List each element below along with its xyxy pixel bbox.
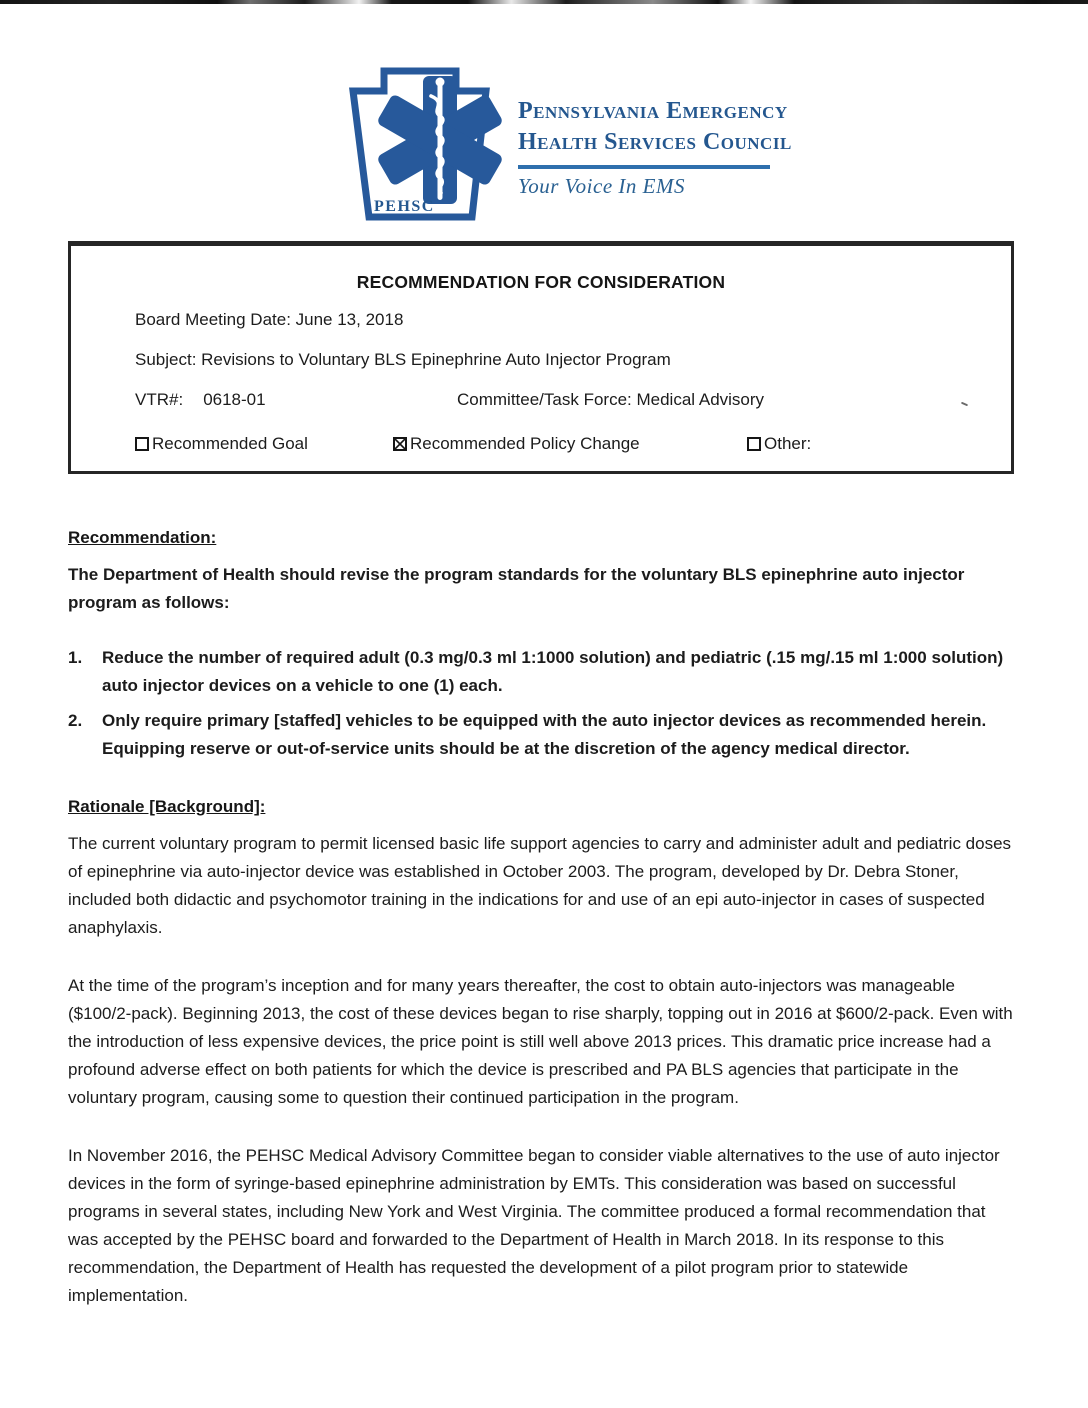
logo-divider <box>518 165 770 169</box>
logo-acronym: PEHSC <box>374 198 435 215</box>
checkbox-row <box>135 434 1011 458</box>
org-name-line1: Pennsylvania Emergency <box>518 98 788 124</box>
checkbox-label: Recommended Policy Change <box>410 434 640 453</box>
rationale-section <box>68 793 1014 1310</box>
rationale-paragraph: At the time of the program’s inception and for many years thereafter, the cost to obtain auto-injectors was manageable ($100/2-pack). Beginning 2013, the cost of these devices began to rise sharply, topping out in 2016 at $600/2-pack. Even with the introduction of less expensive devices, the price point is still well above 2013 prices. This dramatic price increase had a profound adverse effect on both patients for which the device is prescribed and PA BLS agencies that participate in the voluntary program, causing some to question their continued participation in the program. <box>68 976 1013 1107</box>
form-title: RECOMMENDATION FOR CONSIDERATION <box>356 272 726 292</box>
vtr-label: VTR#: <box>135 390 184 409</box>
recommendation-list <box>68 644 1014 763</box>
checkbox-other[interactable] <box>747 434 811 454</box>
logo-text-block <box>518 64 792 199</box>
list-item <box>68 707 1014 763</box>
list-item <box>68 644 1014 700</box>
list-item-number: 2. <box>68 711 83 730</box>
star-of-life-keystone-icon <box>338 64 508 226</box>
pehsc-logo <box>338 64 792 226</box>
list-item-text: Reduce the number of required adult (0.3 mg/0.3 ml 1:1000 solution) and pediatric (.15 mg/.15 ml 1:000 solution) auto injector devices on a vehicle to one (1) each. <box>102 648 1004 695</box>
scan-edge-artifact <box>0 0 1088 4</box>
subject-line: Subject: Revisions to Voluntary BLS Epinephrine Auto Injector Program <box>135 350 671 369</box>
checkbox-label: Recommended Goal <box>152 434 308 453</box>
rationale-heading: Rationale [Background]: <box>68 797 266 816</box>
list-item-text: Only require primary [staffed] vehicles to be equipped with the auto injector devices as recommended herein. Equipping reserve or out-of-service units should be at the discretion of the agency medical director. <box>102 711 987 758</box>
checkbox-recommended-policy-change[interactable] <box>393 434 640 454</box>
logo-tagline: Your Voice In EMS <box>518 174 685 198</box>
recommendation-form-box <box>68 241 1014 474</box>
checkbox-checked-icon[interactable] <box>393 437 407 451</box>
rationale-paragraph: In November 2016, the PEHSC Medical Advisory Committee began to consider viable alternatives to the use of auto injector devices in the form of syringe-based epinephrine administration by EMTs. This consideration was based on successful programs in several states, including New York and West Virginia. The committee produced a formal recommendation that was accepted by the PEHSC board and forwarded to the Department of Health in March 2018. In its response to this recommendation, the Department of Health has requested the development of a pilot program prior to statewide implementation. <box>68 1146 1000 1305</box>
recommendation-heading: Recommendation: <box>68 528 217 547</box>
vtr-row <box>135 390 1001 410</box>
recommendation-intro: The Department of Health should revise the program standards for the voluntary BLS epinephrine auto injector program as follows: <box>68 565 965 612</box>
committee-task-force: Committee/Task Force: Medical Advisory <box>457 390 765 409</box>
rationale-paragraph: The current voluntary program to permit licensed basic life support agencies to carry and administer adult and pediatric doses of epinephrine via auto-injector device was established in October 2003. The program, developed by Dr. Debra Stoner, included both didactic and psychomotor training in the indications for and use of an epi auto-injector in cases of suspected anaphylaxis. <box>68 834 1012 937</box>
checkbox-recommended-goal[interactable] <box>135 434 308 454</box>
vtr-value: 0618-01 <box>203 390 266 409</box>
board-meeting-date: Board Meeting Date: June 13, 2018 <box>135 310 404 329</box>
checkbox-icon[interactable] <box>135 437 149 451</box>
document-body <box>68 524 1014 1340</box>
list-item-number: 1. <box>68 648 83 667</box>
org-name-line2: Health Services Council <box>518 129 792 155</box>
checkbox-label: Other: <box>764 434 812 453</box>
checkbox-icon[interactable] <box>747 437 761 451</box>
